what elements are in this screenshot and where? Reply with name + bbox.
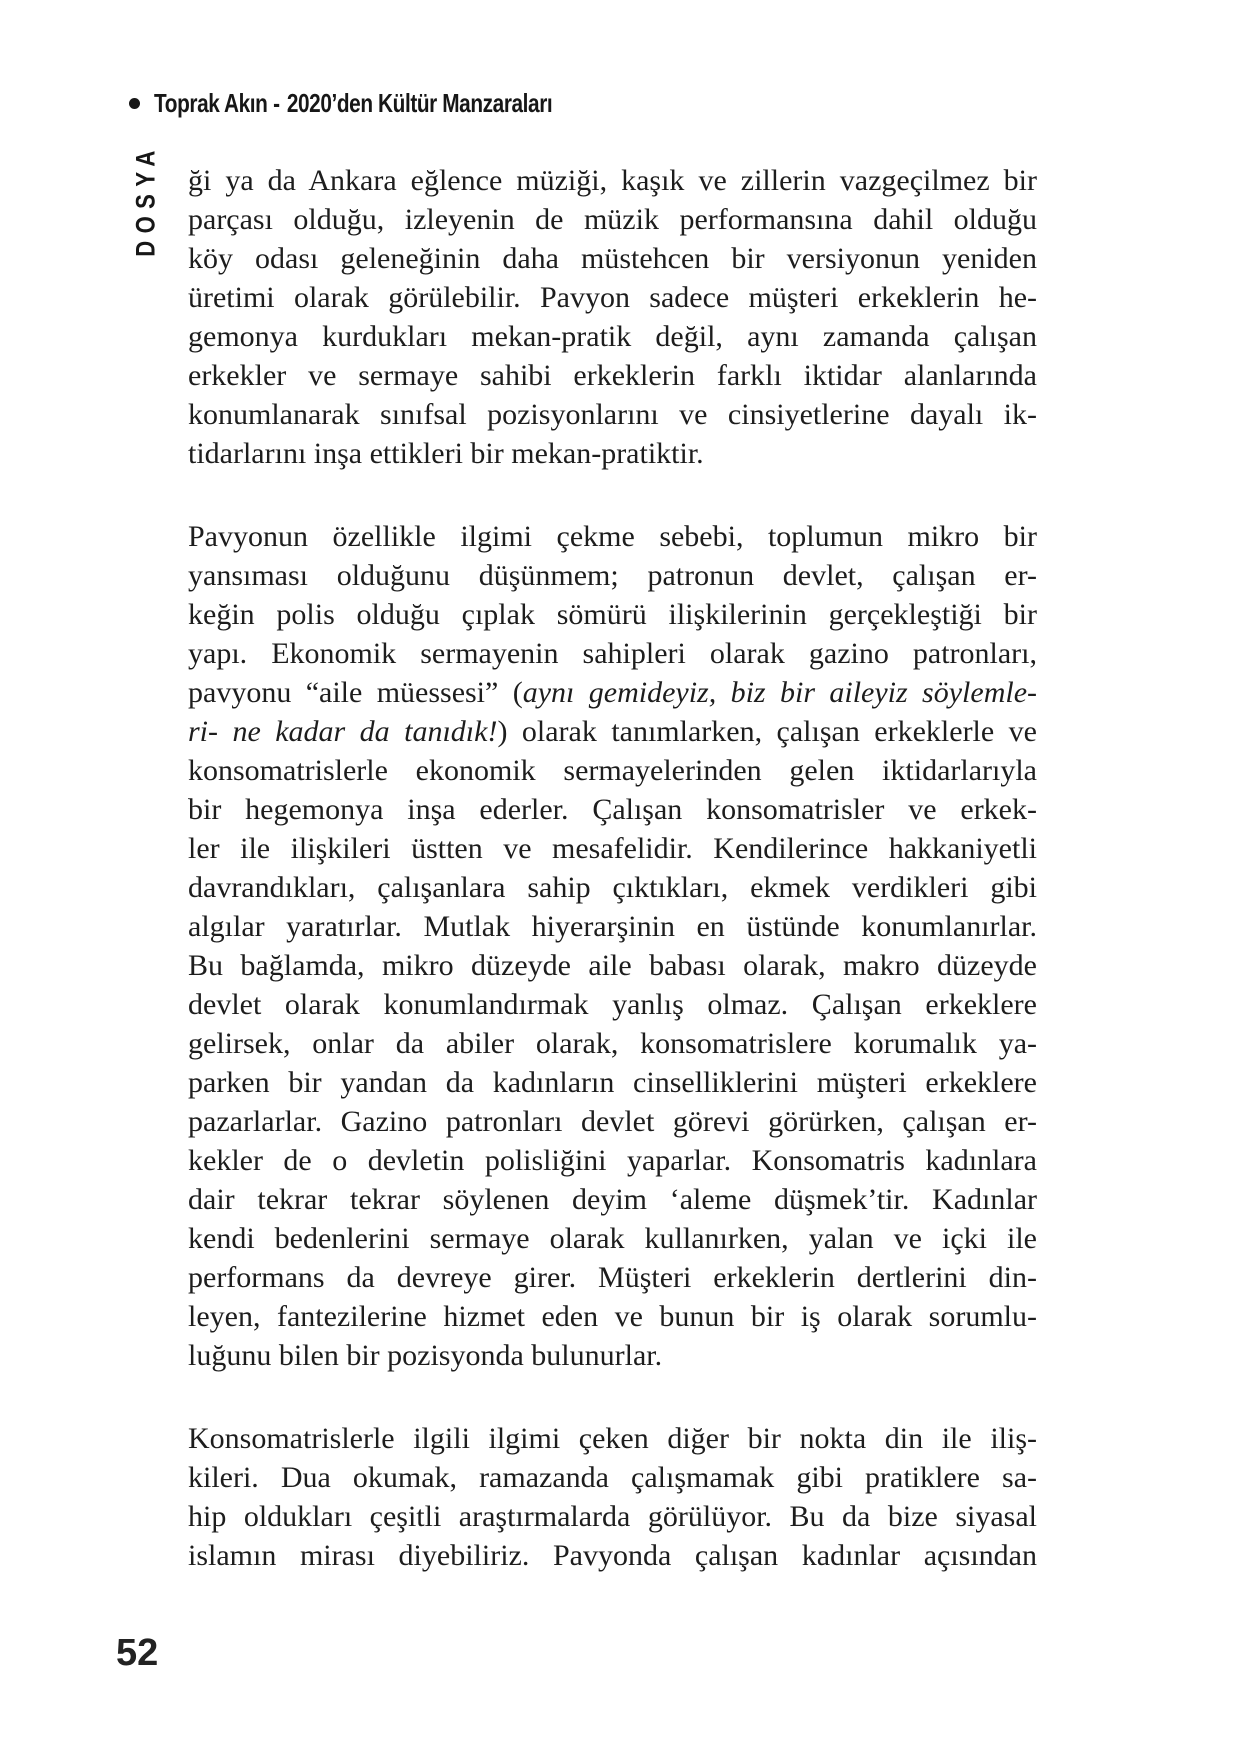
text-line: parken bir yandan da kadınların cinselliklerini müşteri erkeklere bbox=[188, 1066, 1037, 1099]
text-line: keğin polis olduğu çıplak sömürü ilişkilerinin gerçekleştiği bir bbox=[188, 598, 1037, 631]
italic-run: ri- ne kadar da tanıdık! bbox=[188, 715, 498, 748]
text-line bbox=[188, 673, 1037, 712]
text-line: luğunu bilen bir pozisyonda bulunurlar. bbox=[188, 1339, 663, 1372]
text-line: konumlanarak sınıfsal pozisyonlarını ve cinsiyetlerine dayalı ik- bbox=[188, 398, 1037, 431]
text-line: davrandıkları, çalışanlara sahip çıktıkları, ekmek verdikleri gibi bbox=[188, 871, 1037, 904]
text-line: devlet olarak konumlandırmak yanlış olmaz. Çalışan erkeklere bbox=[188, 988, 1037, 1021]
text-line: erkekler ve sermaye sahibi erkeklerin farklı iktidar alanlarında bbox=[188, 359, 1037, 392]
page-header bbox=[129, 88, 652, 119]
text-run: ) olarak tanımlarken, çalışan erkeklerle ve bbox=[497, 715, 1037, 748]
text-line: ği ya da Ankara eğlence müziği, kaşık ve zillerin vazgeçilmez bir bbox=[188, 164, 1037, 197]
text-line: kendi bedenlerini sermaye olarak kullanırken, yalan ve içki ile bbox=[188, 1222, 1037, 1255]
text-line: hip oldukları çeşitli araştırmalarda görülüyor. Bu da bize siyasal bbox=[188, 1500, 1037, 1533]
text-line: bir hegemonya inşa ederler. Çalışan konsomatrisler ve erkek- bbox=[188, 793, 1037, 826]
text-line: Pavyonun özellikle ilgimi çekme sebebi, toplumun mikro bir bbox=[188, 520, 1037, 553]
header-bullet-icon bbox=[129, 98, 140, 109]
text-line: islamın mirası diyebiliriz. Pavyonda çalışan kadınlar açısından bbox=[188, 1539, 1037, 1572]
text-line: gemonya kurdukları mekan-pratik değil, aynı zamanda çalışan bbox=[188, 320, 1037, 353]
text-line: parçası olduğu, izleyenin de müzik performansına dahil olduğu bbox=[188, 203, 1037, 236]
paragraph bbox=[188, 161, 1037, 473]
text-line: kekler de o devletin polisliğini yaparlar. Konsomatris kadınlara bbox=[188, 1144, 1037, 1177]
text-line: algılar yaratırlar. Mutlak hiyerarşinin en üstünde konumlanırlar. bbox=[188, 910, 1037, 943]
text-line: performans da devreye girer. Müşteri erkeklerin dertlerini din- bbox=[188, 1261, 1037, 1294]
text-line bbox=[188, 712, 1037, 751]
text-line: leyen, fantezilerine hizmet eden ve bunun bir iş olarak sorumlu- bbox=[188, 1300, 1037, 1333]
header-book-title: 2020’den Kültür Manzaraları bbox=[286, 88, 553, 118]
text-line: Konsomatrislerle ilgili ilgimi çeken diğer bir nokta din ile iliş- bbox=[188, 1422, 1037, 1455]
text-line: gelirsek, onlar da abiler olarak, konsomatrislere korumalık ya- bbox=[188, 1027, 1037, 1060]
header-separator: - bbox=[273, 88, 280, 118]
paragraph bbox=[188, 1419, 1037, 1575]
text-line: köy odası geleneğinin daha müstehcen bir versiyonun yeniden bbox=[188, 242, 1037, 275]
text-line: ler ile ilişkileri üstten ve mesafelidir. Kendilerince hakkaniyetli bbox=[188, 832, 1037, 865]
paragraph bbox=[188, 517, 1037, 1375]
text-line: kileri. Dua okumak, ramazanda çalışmamak gibi pratiklere sa- bbox=[188, 1461, 1037, 1494]
text-line: konsomatrislerle ekonomik sermayelerinden gelen iktidarlarıyla bbox=[188, 754, 1037, 787]
article-body bbox=[188, 161, 1037, 1575]
header-running-title bbox=[154, 88, 552, 119]
text-line: yansıması olduğunu düşünmem; patronun devlet, çalışan er- bbox=[188, 559, 1037, 592]
text-line: Bu bağlamda, mikro düzeyde aile babası olarak, makro düzeyde bbox=[188, 949, 1037, 982]
italic-run: aynı gemideyiz, biz bir aileyiz söylemle- bbox=[522, 676, 1038, 709]
text-line: üretimi olarak görülebilir. Pavyon sadece müşteri erkeklerin he- bbox=[188, 281, 1037, 314]
text-line: dair tekrar tekrar söylenen deyim ‘aleme düşmek’tir. Kadınlar bbox=[188, 1183, 1037, 1216]
header-author: Toprak Akın bbox=[154, 88, 268, 118]
text-run: pavyonu “aile müessesi” ( bbox=[188, 676, 523, 709]
text-line: tidarlarını inşa ettikleri bir mekan-pratiktir. bbox=[188, 437, 704, 470]
section-label-vertical: DOSYA bbox=[130, 143, 161, 257]
text-line: yapı. Ekonomik sermayenin sahipleri olarak gazino patronları, bbox=[188, 637, 1037, 670]
text-line: pazarlarlar. Gazino patronları devlet görevi görürken, çalışan er- bbox=[188, 1105, 1037, 1138]
page-number: 52 bbox=[116, 1632, 159, 1674]
